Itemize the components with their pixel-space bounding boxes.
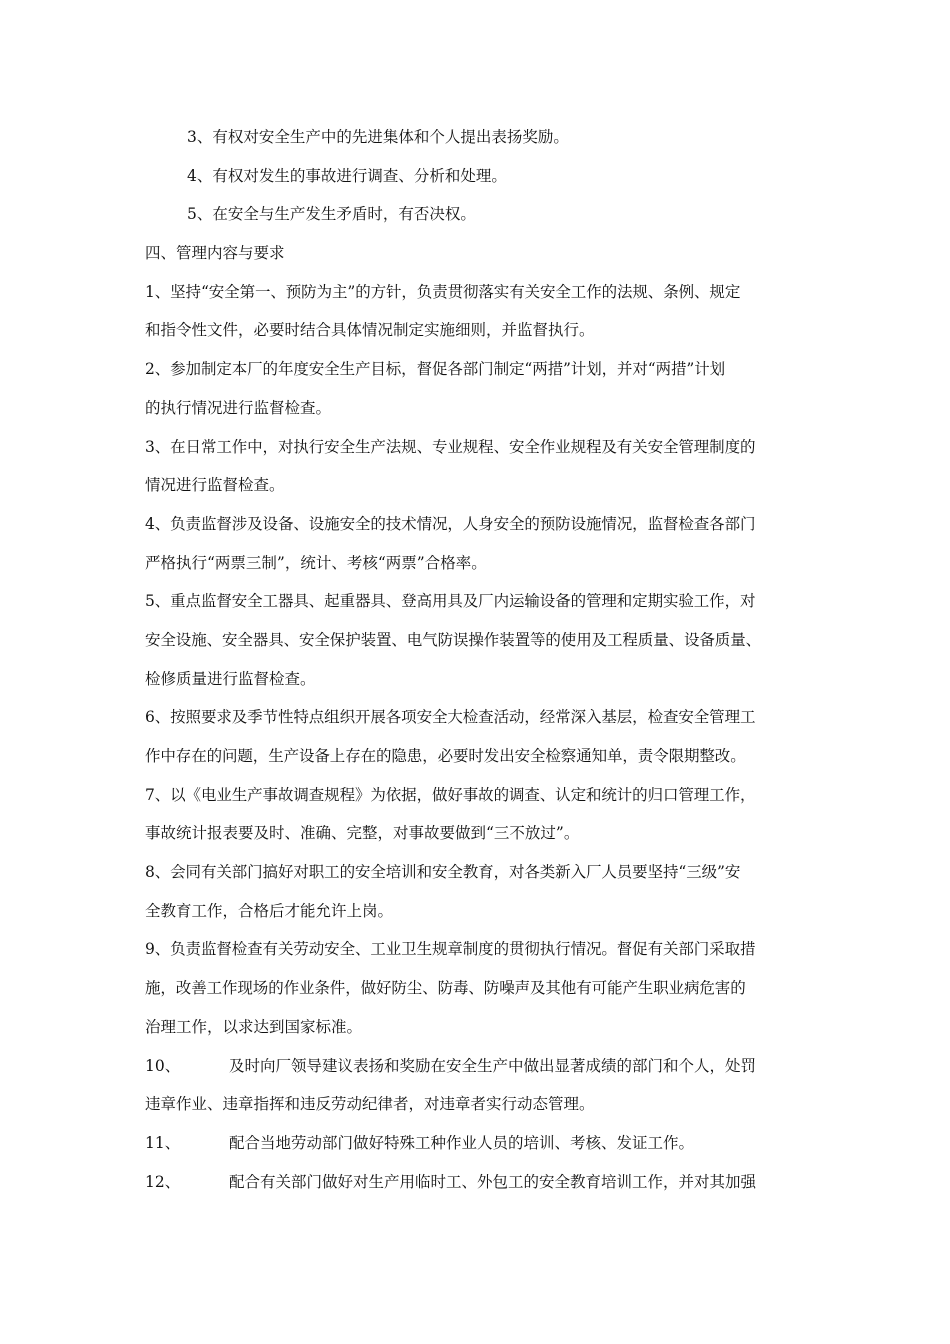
paragraph-line: 1、坚持“安全第一、预防为主”的方针，负责贯彻落实有关安全工作的法规、条例、规定 bbox=[145, 282, 741, 301]
paragraph-line: 8、会同有关部门搞好对职工的安全培训和安全教育，对各类新入厂人员要坚持“三级”安 bbox=[145, 863, 741, 882]
item-number: 12、 bbox=[145, 1172, 181, 1191]
paragraph-line: 治理工作，以求达到国家标准。 bbox=[145, 1017, 363, 1036]
paragraph-3 bbox=[145, 428, 810, 505]
item-number: 10、 bbox=[145, 1056, 181, 1075]
paragraph-line: 事故统计报表要及时、准确、完整，对事故要做到“三不放过”。 bbox=[145, 824, 580, 843]
paragraph-6 bbox=[145, 698, 810, 775]
paragraph-line: 7、以《电业生产事故调查规程》为依据，做好事故的调查、认定和统计的归口管理工作， bbox=[145, 785, 756, 804]
item-text: 及时向厂领导建议表扬和奖励在安全生产中做出显著成绩的部门和个人，处罚 bbox=[229, 1056, 757, 1075]
paragraph-line: 2、参加制定本厂的年度安全生产目标，督促各部门制定“两措”计划，并对“两措”计划 bbox=[145, 360, 726, 379]
paragraph-line: 作中存在的问题，生产设备上存在的隐患，必要时发出安全检察通知单，责令限期整改。 bbox=[145, 747, 746, 765]
item-number: 11、 bbox=[145, 1133, 181, 1152]
paragraph-9 bbox=[145, 930, 810, 1046]
item-5: 5、在安全与生产发生矛盾时，有否决权。 bbox=[187, 205, 476, 224]
paragraph-line bbox=[145, 1163, 810, 1202]
paragraph-4 bbox=[145, 505, 810, 582]
paragraph-line: 3、在日常工作中，对执行安全生产法规、专业规程、安全作业规程及有关安全管理制度的 bbox=[145, 437, 756, 456]
numbered-item-10 bbox=[145, 1047, 810, 1124]
paragraph-5 bbox=[145, 582, 810, 698]
paragraph-line: 严格执行“两票三制”，统计、考核“两票”合格率。 bbox=[145, 553, 487, 572]
paragraph-line: 安全设施、安全器具、安全保护装置、电气防误操作装置等的使用及工程质量、设备质量、 bbox=[145, 630, 762, 649]
paragraph-1 bbox=[145, 273, 810, 350]
paragraph-line: 5、重点监督安全工器具、起重器具、登高用具及厂内运输设备的管理和定期实验工作，对 bbox=[145, 592, 756, 611]
item-text: 配合有关部门做好对生产用临时工、外包工的安全教育培训工作，并对其加强 bbox=[229, 1172, 757, 1191]
paragraph-line: 9、负责监督检查有关劳动安全、工业卫生规章制度的贯彻执行情况。督促有关部门采取措 bbox=[145, 940, 756, 959]
paragraph-line: 情况进行监督检查。 bbox=[145, 476, 285, 495]
paragraph-7 bbox=[145, 776, 810, 853]
numbered-item-12 bbox=[145, 1163, 810, 1202]
paragraph-8 bbox=[145, 853, 810, 930]
paragraph-line: 的执行情况进行监督检查。 bbox=[145, 398, 332, 417]
paragraph-line bbox=[145, 1124, 810, 1163]
paragraph-line: 全教育工作，合格后才能允许上岗。 bbox=[145, 901, 394, 920]
paragraph-2 bbox=[145, 350, 810, 427]
document-body bbox=[145, 118, 810, 1201]
numbered-item-11 bbox=[145, 1124, 810, 1163]
paragraph-line: 施，改善工作现场的作业条件，做好防尘、防毒、防噪声及其他有可能产生职业病危害的 bbox=[145, 979, 746, 998]
item-text: 配合当地劳动部门做好特殊工种作业人员的培训、考核、发证工作。 bbox=[229, 1133, 695, 1152]
paragraph-line: 6、按照要求及季节性特点组织开展各项安全大检查活动，经常深入基层，检查安全管理工 bbox=[145, 708, 756, 727]
paragraph-line: 违章作业、违章指挥和违反劳动纪律者，对违章者实行动态管理。 bbox=[145, 1095, 595, 1114]
paragraph-line: 和指令性文件，必要时结合具体情况制定实施细则，并监督执行。 bbox=[145, 321, 595, 340]
item-3: 3、有权对安全生产中的先进集体和个人提出表扬奖励。 bbox=[187, 128, 569, 146]
paragraph-line: 检修质量进行监督检查。 bbox=[145, 669, 316, 688]
paragraph-line: 4、负责监督涉及设备、设施安全的技术情况，人身安全的预防设施情况，监督检查各部门 bbox=[145, 514, 756, 533]
paragraph-line bbox=[145, 1047, 810, 1086]
section-heading: 四、管理内容与要求 bbox=[145, 244, 285, 263]
item-4: 4、有权对发生的事故进行调查、分析和处理。 bbox=[187, 166, 507, 185]
